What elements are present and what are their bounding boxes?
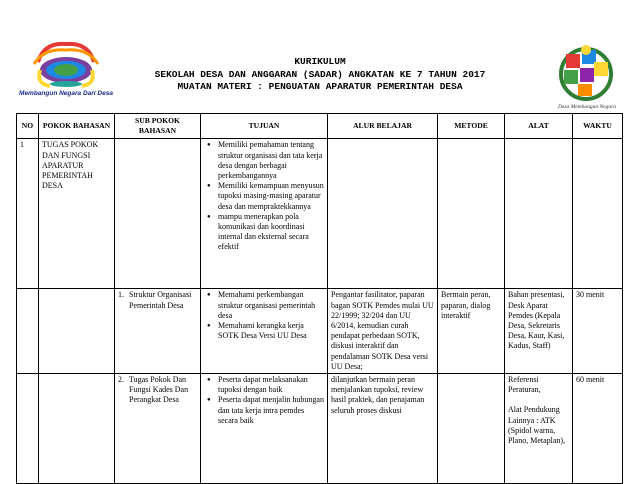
cell-alur: dilanjutkan bermain peran menjalankan tupoksi, review hasil praktek, dan penajaman seluruh proses diskusi xyxy=(328,374,438,484)
doc-materi: MUATAN MATERI : PENGUATAN APARATUR PEMERINTAH DESA xyxy=(177,81,463,92)
cell-waktu xyxy=(573,139,623,289)
cell-alur xyxy=(328,139,438,289)
header-pokok-bahasan: POKOK BAHASAN xyxy=(39,114,115,139)
list-item: ● Memahami perkembangan struktur organisasi pemerintah desa xyxy=(218,290,324,321)
cell-sub-pokok xyxy=(115,139,201,289)
header-sub-pokok-bahasan: SUB POKOK BAHASAN xyxy=(115,114,201,139)
cell-metode xyxy=(438,139,505,289)
cell-sub-pokok xyxy=(115,374,201,484)
cell-alat: Bahan presentasi, Desk Aparat Pemdes (Kepala Desa, Sekretaris Desa, Kaur, Kasi, Kadus, Staff) xyxy=(505,289,573,374)
logo-membangun-negara xyxy=(10,40,122,102)
cell-tujuan xyxy=(201,289,328,374)
cell-no xyxy=(17,374,39,484)
list-item: ● mampu menerapkan pola komunikasi dan koordinasi internal dan eksternal secara efektif xyxy=(218,212,324,253)
table-row xyxy=(17,139,623,289)
alat-referensi: Referensi Peraturan, xyxy=(508,375,541,395)
cell-pokok-bahasan: TUGAS POKOK DAN FUNGSI APARATUR PEMERINTAH DESA xyxy=(39,139,115,289)
logo-caption: Membangun Negara Dari Desa xyxy=(19,90,113,97)
cell-tujuan xyxy=(201,374,328,484)
logo-motto: Desa Membangun Negara xyxy=(557,104,617,110)
list-item: ● Peserta dapat menjalin hubungan dan tata kerja intra pemdes secara baik xyxy=(218,395,324,426)
header-alur-belajar: ALUR BELAJAR xyxy=(328,114,438,139)
cell-metode: Bermain peran, paparan, dialog interaktif xyxy=(438,289,505,374)
sadar-logo-icon xyxy=(10,40,122,90)
cell-alur: Pengantar fasilitator, paparan bagan SOTK Pemdes mulai UU 22/1999; 32/204 dan UU 6/2014, kemudian curah pendapat perbedaan SOTK, diskusi interaktif dan pendalaman SOTK Desa versi UU Desa; xyxy=(328,289,438,374)
header-waktu: WAKTU xyxy=(573,114,623,139)
cell-waktu: 30 menit xyxy=(573,289,623,374)
alat-pendukung: Alat Pendukung Lainnya : ATK (Spidol warna, Plano, Metaplan), xyxy=(508,405,566,446)
cell-pokok-bahasan xyxy=(39,374,115,484)
cell-pokok-bahasan xyxy=(39,289,115,374)
cell-no xyxy=(17,289,39,374)
cell-no: 1 xyxy=(17,139,39,289)
document-heading xyxy=(120,56,520,94)
table-row xyxy=(17,289,623,374)
cell-alat xyxy=(505,139,573,289)
puzzle-logo-icon xyxy=(548,44,624,106)
cell-waktu: 60 menit xyxy=(573,374,623,484)
list-item: ● Memahami kerangka kerja SOTK Desa Versi UU Desa xyxy=(218,321,324,341)
doc-subtitle: SEKOLAH DESA DAN ANGGARAN (SADAR) ANGKATAN KE 7 TAHUN 2017 xyxy=(154,68,486,80)
list-item: ● Peserta dapat melaksanakan tupoksi dengan baik xyxy=(218,375,324,395)
logo-desa-membangun xyxy=(548,44,624,116)
cell-alat xyxy=(505,374,573,484)
list-item: ● Memiliki kemampuan menyusun tupoksi masing-masing aparatur desa dan mempraktekkannya xyxy=(218,181,324,212)
table-row xyxy=(17,374,623,484)
sub-pokok-text: Struktur Organisasi Pemerintah Desa xyxy=(129,290,192,310)
curriculum-table xyxy=(16,113,623,484)
doc-title: KURIKULUM xyxy=(294,56,346,67)
header-metode: METODE xyxy=(438,114,505,139)
sub-pokok-text: Tugas Pokok Dan Fungsi Kades Dan Perangkat Desa xyxy=(129,375,189,405)
sub-number: 1. xyxy=(118,290,124,300)
header-tujuan: TUJUAN xyxy=(201,114,328,139)
cell-sub-pokok xyxy=(115,289,201,374)
cell-metode xyxy=(438,374,505,484)
table-header-row xyxy=(17,114,623,139)
sub-number: 2. xyxy=(118,375,124,385)
header-no: NO xyxy=(17,114,39,139)
header-alat: ALAT xyxy=(505,114,573,139)
list-item: ● Memiliki pemahaman tentang struktur organisasi dan tata kerja desa dengan berbagai perkembangannya xyxy=(218,140,324,181)
cell-tujuan xyxy=(201,139,328,289)
